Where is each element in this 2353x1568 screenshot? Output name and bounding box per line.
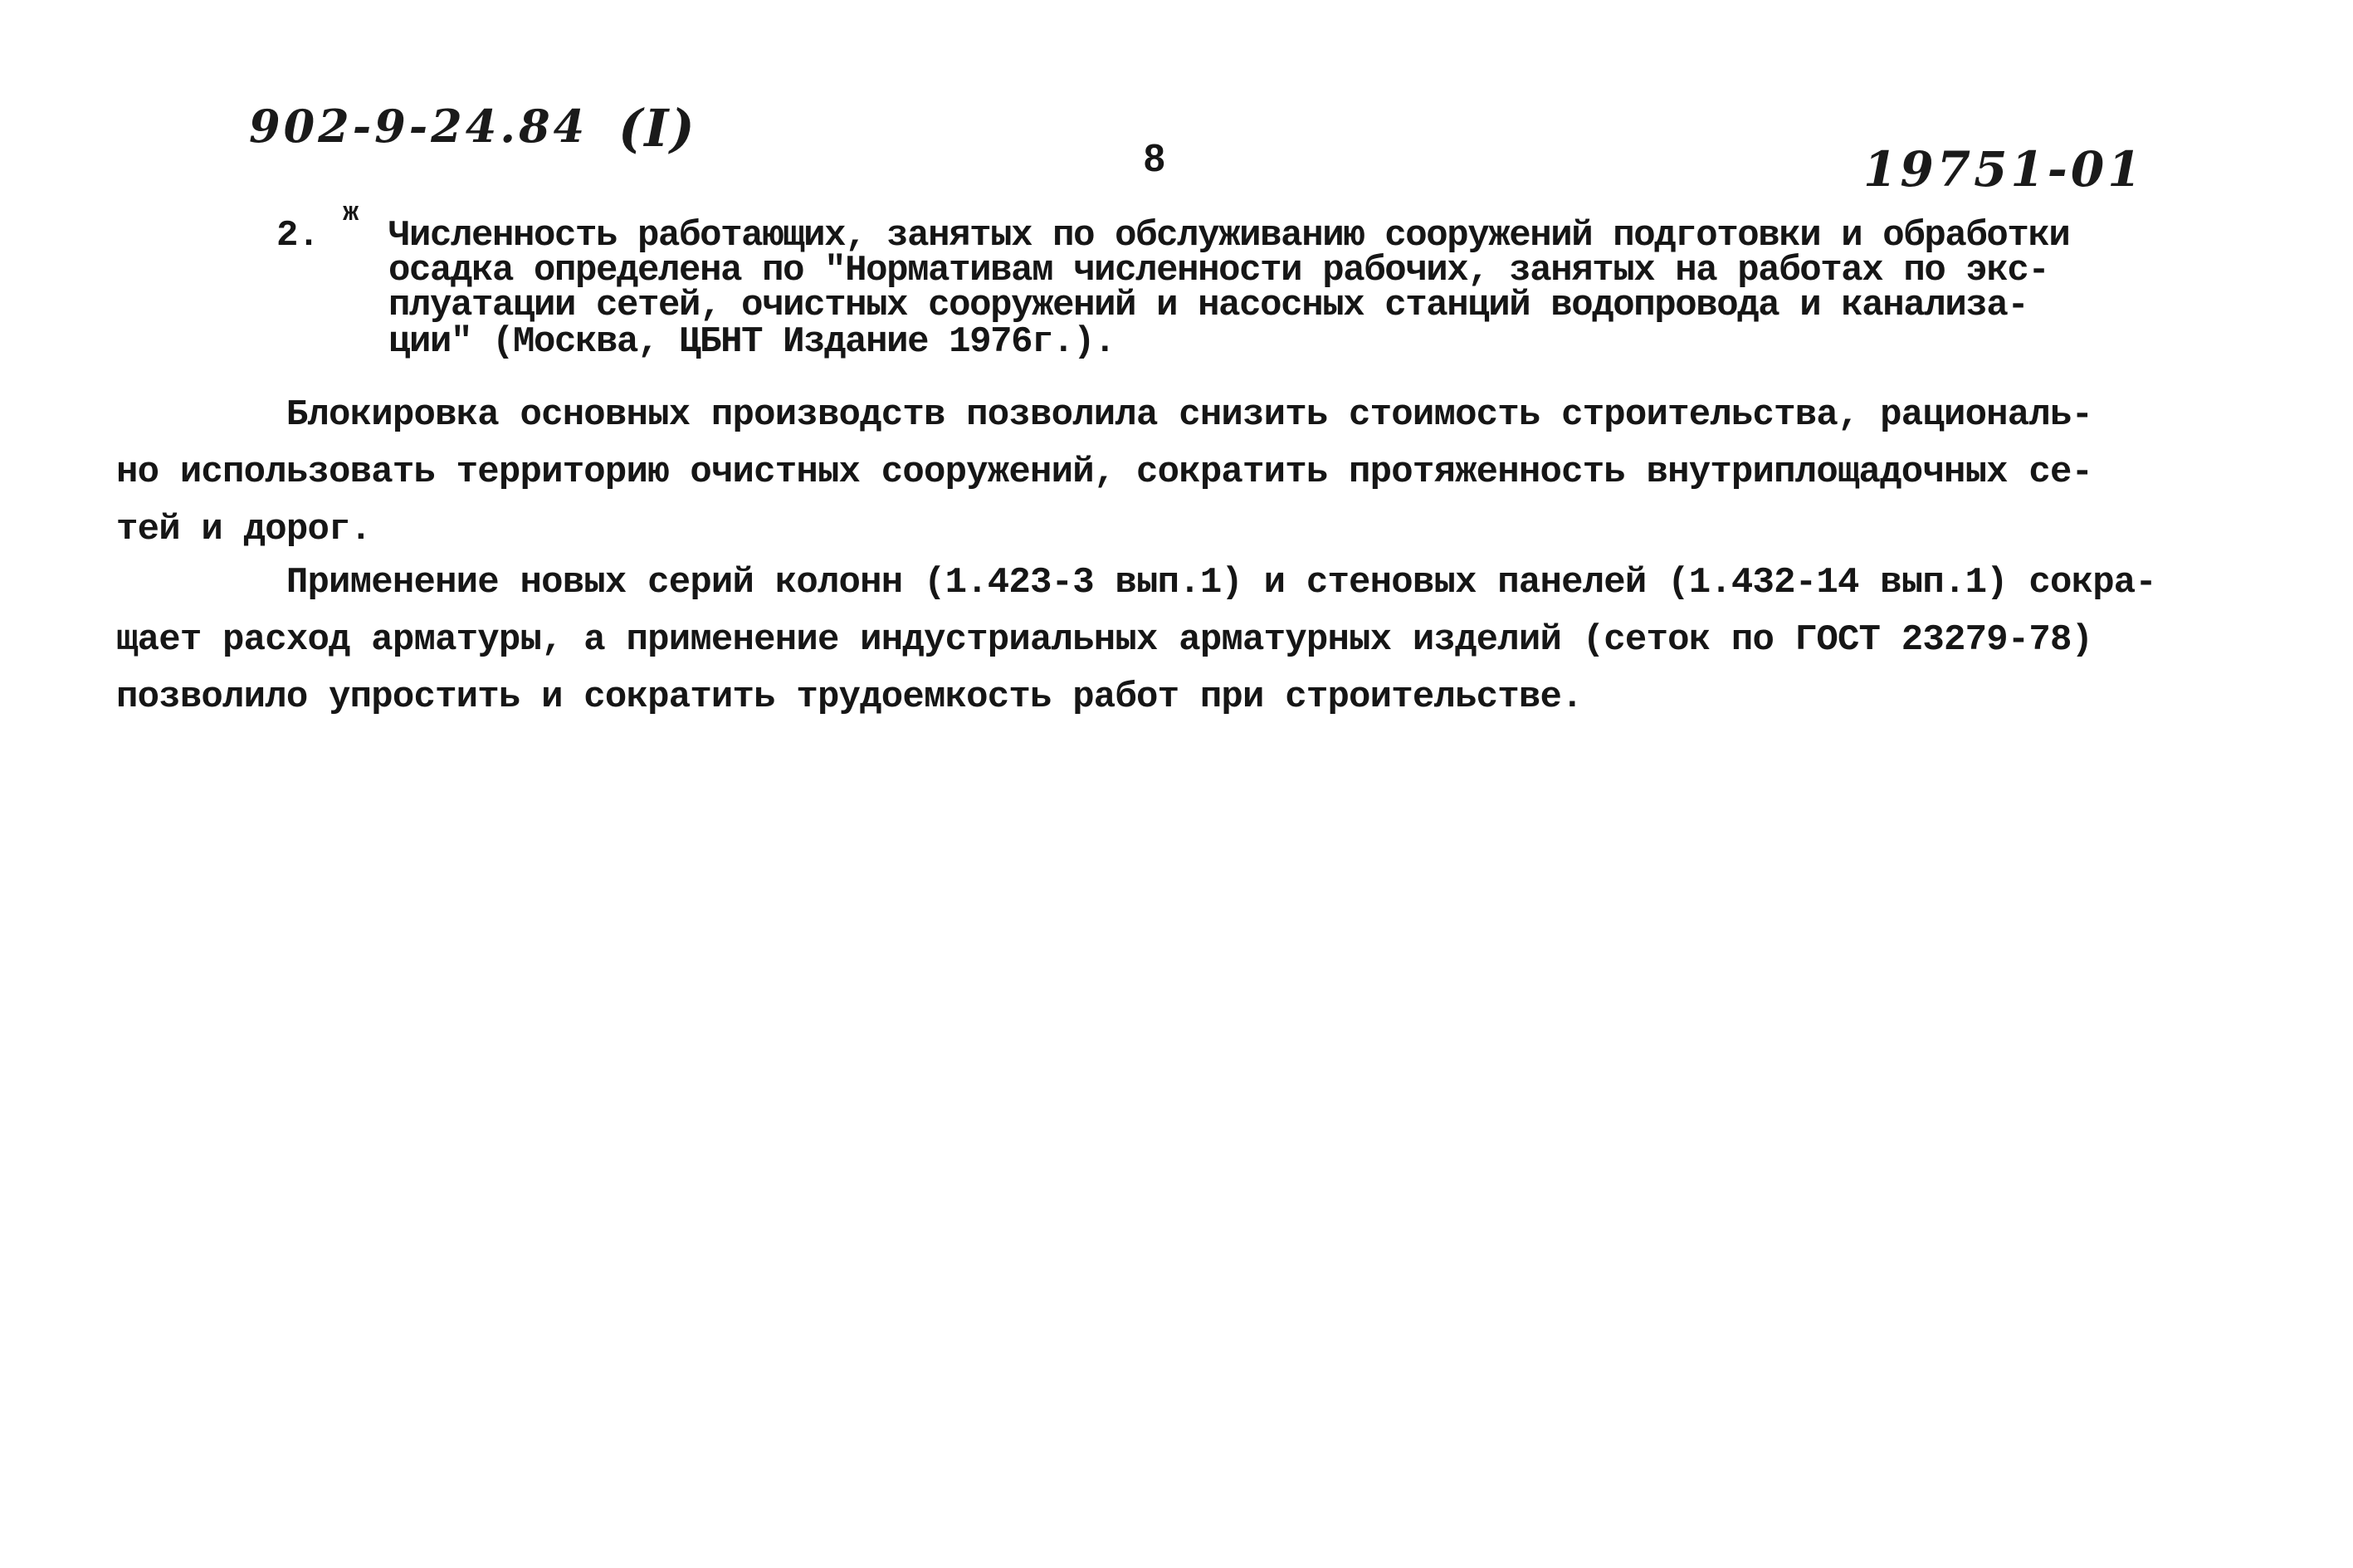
paragraph-line: Применение новых серий колонн (1.423-3 вып.1) и стеновых панелей (1.432-14 вып.1) сокра-	[116, 562, 2157, 603]
list-item-text-line: Численность работающих, занятых по обслуживанию сооружений подготовки и обработки	[388, 215, 2070, 256]
list-item-number: 2.	[276, 215, 320, 256]
page-number: 8	[1144, 136, 1165, 179]
paragraph-line: но использовать территорию очистных сооружений, сократить протяженность внутриплощадочных се-	[116, 452, 2093, 493]
handwritten-archive-number: 19751-01	[1863, 141, 2145, 198]
list-item-text-line: плуатации сетей, очистных сооружений и насосных станций водопровода и канализа-	[388, 285, 2028, 326]
handwritten-document-code: 902-9-24.84	[249, 100, 588, 153]
list-item-text-line: осадка определена по "Нормативам численности рабочих, занятых на работах по экс-	[388, 250, 2049, 291]
paragraph-line: тей и дорог.	[116, 509, 372, 550]
paragraph-line: Блокировка основных производств позволила снизить стоимость строительства, рациональ-	[116, 394, 2093, 436]
paragraph-line: щает расход арматуры, а применение индустриальных арматурных изделий (сеток по ГОСТ 23279-78)	[116, 619, 2093, 661]
footnote-mark: ж	[343, 198, 359, 228]
handwritten-document-code-suffix: (I)	[618, 98, 696, 159]
paragraph-line: позволило упростить и сократить трудоемкость работ при строительстве.	[116, 677, 1583, 718]
list-item-text-line: ции" (Москва, ЦБНТ Издание 1976г.).	[388, 321, 1115, 363]
